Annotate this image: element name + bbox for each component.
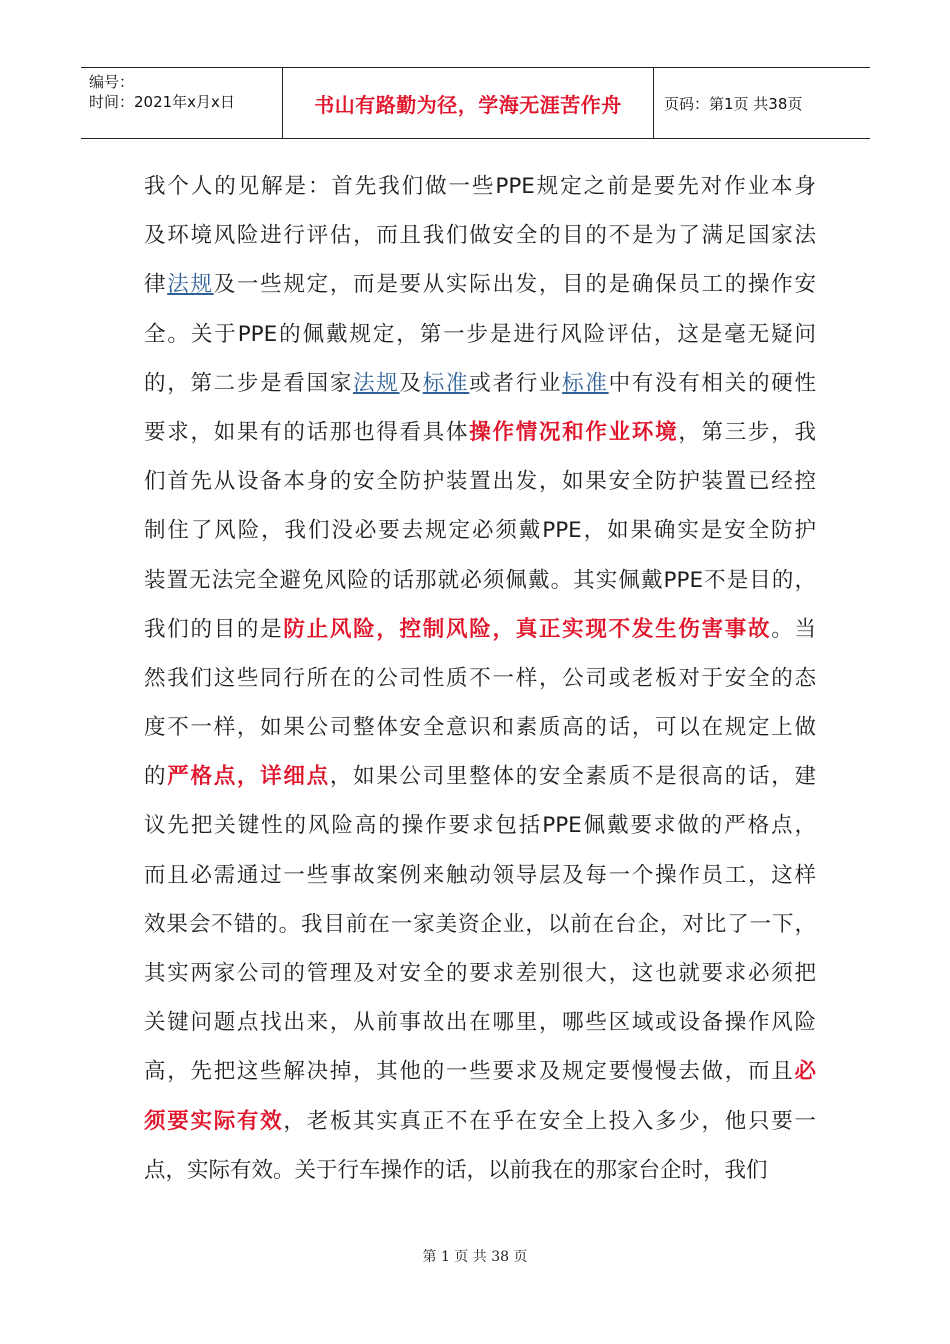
body-line <box>144 310 816 359</box>
body-text-segment: 的，第二步是看国家 <box>144 370 354 396</box>
body-text-segment: 装置无法完全避免风险的话那就必须佩戴。其实佩戴PPE不是目的， <box>144 567 816 593</box>
body-text-segment: 们首先从设备本身的安全防护装置出发，如果安全防护装置已经控 <box>144 469 816 495</box>
body-text-segment: 及 <box>399 370 423 396</box>
inline-link[interactable]: 标准 <box>422 370 470 396</box>
body-line <box>144 752 816 801</box>
body-text-segment: 高，先把这些解决掉，其他的一些要求及规定要慢慢去做，而且 <box>144 1059 795 1085</box>
body-text-segment: 制住了风险，我们没必要去规定必须戴PPE，如果确实是安全防护 <box>144 518 816 544</box>
inline-link[interactable]: 法规 <box>353 370 400 396</box>
body-line <box>144 162 816 211</box>
body-line <box>144 1097 816 1146</box>
body-line <box>144 260 816 309</box>
body-line <box>144 359 816 408</box>
body-text-segment: 关键问题点找出来，从前事故出在哪里，哪些区域或设备操作风险 <box>144 1010 816 1036</box>
body-line <box>144 1146 816 1195</box>
body-text-segment: 。当 <box>771 616 816 642</box>
body-line <box>144 556 816 605</box>
body-text-segment: 及环境风险进行评估，而且我们做安全的目的不是为了满足国家法 <box>144 223 816 249</box>
body-text-segment: ，如果公司里整体的安全素质不是很高的话，建 <box>329 764 816 790</box>
body-text-segment: 议先把关键性的风险高的操作要求包括PPE佩戴要求做的严格点， <box>144 813 816 839</box>
body-text-segment: 度不一样，如果公司整体安全意识和素质高的话，可以在规定上做 <box>144 715 816 741</box>
body-text-segment: ，第三步，我 <box>678 419 816 445</box>
body-text-segment: 然我们这些同行所在的公司性质不一样，公司或老板对于安全的态 <box>144 665 816 691</box>
highlighted-text: 操作情况和作业环境 <box>469 419 679 445</box>
inline-link[interactable]: 标准 <box>562 370 609 396</box>
body-line <box>144 605 816 654</box>
body-text-segment: 律 <box>144 272 168 298</box>
highlighted-text: 严格点，详细点 <box>167 764 330 790</box>
header-meta-cell <box>81 68 283 138</box>
body-text-segment: 点，实际有效。关于行车操作的话，以前我在的那家台企时，我们 <box>144 1157 768 1183</box>
header-motto: 书山有路勤为径，学海无涯苦作舟 <box>314 92 622 117</box>
body-text-segment: 我个人的见解是：首先我们做一些PPE规定之前是要先对作业本身 <box>144 174 816 199</box>
body-line <box>144 408 816 457</box>
highlighted-text: 必 <box>794 1059 816 1085</box>
body-text-segment: ，老板其实真正不在乎在安全上投入多少，他只要一 <box>283 1108 816 1134</box>
document-number-label: 编号： <box>89 73 135 91</box>
body-text-segment: 的 <box>144 764 168 790</box>
body-line <box>144 211 816 260</box>
body-line <box>144 1047 816 1096</box>
body-line <box>144 506 816 555</box>
body-line <box>144 703 816 752</box>
body-line <box>144 949 816 998</box>
body-text-segment: 要求，如果有的话那也得看具体 <box>144 419 470 445</box>
body-text-segment: 全。关于PPE的佩戴规定，第一步是进行风险评估，这是毫无疑问 <box>144 321 816 347</box>
header-motto-cell <box>283 68 654 138</box>
body-text-segment: 其实两家公司的管理及对安全的要求差别很大，这也就要求必须把 <box>144 961 816 986</box>
document-date-label: 时间：2021年x月x日 <box>89 93 235 111</box>
header-page-info: 页码：第1页 共38页 <box>664 94 803 113</box>
page-footer: 第 1 页 共 38 页 <box>422 1249 528 1265</box>
body-text-segment: 或者行业 <box>469 370 563 396</box>
highlighted-text: 防止风险，控制风险，真正实现不发生伤害事故 <box>283 616 772 642</box>
body-line <box>144 998 816 1047</box>
body-text-segment: 而且必需通过一些事故案例来触动领导层及每一个操作员工，这样 <box>144 862 816 888</box>
inline-link[interactable]: 法规 <box>167 272 214 298</box>
body-line <box>144 654 816 703</box>
body-text-segment: 我们的目的是 <box>144 616 284 642</box>
document-header <box>81 67 870 139</box>
body-text-segment: 效果会不错的。我目前在一家美资企业，以前在台企，对比了一下， <box>144 911 816 937</box>
body-line <box>144 900 816 949</box>
body-line <box>144 457 816 506</box>
document-body <box>144 162 816 1195</box>
body-text-segment: 中有没有相关的硬性 <box>608 370 816 396</box>
body-text-segment: 及一些规定，而是要从实际出发，目的是确保员工的操作安 <box>213 272 816 298</box>
body-line <box>144 801 816 850</box>
highlighted-text: 须要实际有效 <box>144 1108 284 1134</box>
body-line <box>144 851 816 900</box>
header-page-cell <box>654 68 870 138</box>
